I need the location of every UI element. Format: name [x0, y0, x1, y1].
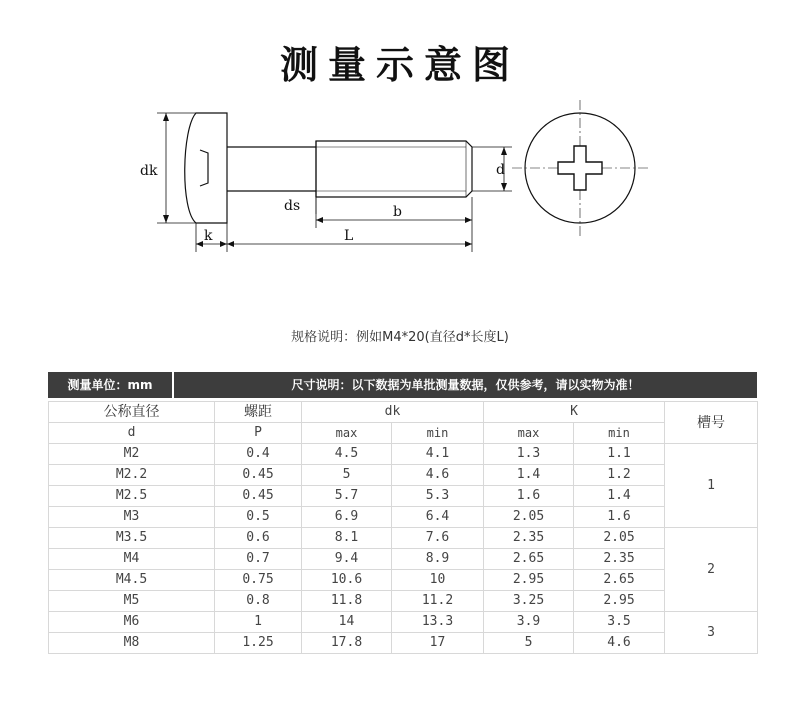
- cell-p: 0.75: [215, 570, 302, 591]
- cell-dk-min: 11.2: [392, 591, 484, 612]
- cell-dk-min: 17: [392, 633, 484, 654]
- cell-dk-min: 10: [392, 570, 484, 591]
- col-diameter: 公称直径: [49, 402, 215, 423]
- cell-d: M8: [49, 633, 215, 654]
- cell-p: 0.8: [215, 591, 302, 612]
- label-L: L: [344, 228, 354, 244]
- cell-dk-max: 6.9: [302, 507, 392, 528]
- cell-k-min: 3.5: [574, 612, 665, 633]
- cell-dk-min: 4.6: [392, 465, 484, 486]
- unit-label: 测量单位：mm: [48, 372, 174, 398]
- col-pitch: 螺距: [215, 402, 302, 423]
- label-k: k: [204, 228, 213, 244]
- col-slot: 槽号: [665, 402, 758, 444]
- cell-d: M3: [49, 507, 215, 528]
- size-note: 尺寸说明：以下数据为单批测量数据，仅供参考，请以实物为准！: [291, 378, 640, 392]
- cell-dk-min: 6.4: [392, 507, 484, 528]
- cell-slot: 2: [665, 528, 758, 612]
- cell-p: 1.25: [215, 633, 302, 654]
- cell-d: M4.5: [49, 570, 215, 591]
- col-k-max: max: [484, 423, 574, 444]
- header-row-1: [49, 402, 758, 423]
- cell-k-max: 2.05: [484, 507, 574, 528]
- cell-d: M5: [49, 591, 215, 612]
- cell-d: M4: [49, 549, 215, 570]
- cell-k-max: 2.35: [484, 528, 574, 549]
- cell-p: 0.6: [215, 528, 302, 549]
- cell-p: 1: [215, 612, 302, 633]
- cell-dk-min: 4.1: [392, 444, 484, 465]
- col-dk-min: min: [392, 423, 484, 444]
- table-row: [49, 591, 758, 612]
- table-row: [49, 549, 758, 570]
- header-row-2: [49, 423, 758, 444]
- cell-dk-max: 10.6: [302, 570, 392, 591]
- cell-dk-max: 4.5: [302, 444, 392, 465]
- cell-dk-min: 5.3: [392, 486, 484, 507]
- label-b: b: [393, 204, 402, 220]
- col-k: K: [484, 402, 665, 423]
- label-ds: ds: [284, 198, 301, 214]
- col-dk: dk: [302, 402, 484, 423]
- table-row: [49, 444, 758, 465]
- label-dk: dk: [140, 163, 158, 179]
- table-row: [49, 507, 758, 528]
- cell-p: 0.4: [215, 444, 302, 465]
- screw-measurement-diagram: [0, 0, 800, 300]
- cell-d: M2.2: [49, 465, 215, 486]
- cell-k-max: 3.25: [484, 591, 574, 612]
- page-title: 测量示意图: [279, 43, 520, 87]
- col-k-min: min: [574, 423, 665, 444]
- cell-dk-min: 8.9: [392, 549, 484, 570]
- cell-k-max: 1.4: [484, 465, 574, 486]
- cell-k-min: 2.95: [574, 591, 665, 612]
- cell-k-max: 1.6: [484, 486, 574, 507]
- table-row: [49, 612, 758, 633]
- cell-dk-max: 5: [302, 465, 392, 486]
- table-header-bar: [48, 372, 757, 398]
- col-dk-max: max: [302, 423, 392, 444]
- cell-slot: 1: [665, 444, 758, 528]
- cell-k-min: 2.35: [574, 549, 665, 570]
- cell-k-min: 2.65: [574, 570, 665, 591]
- cell-k-max: 2.95: [484, 570, 574, 591]
- col-pitch-sym: P: [215, 423, 302, 444]
- cell-p: 0.5: [215, 507, 302, 528]
- cell-k-max: 3.9: [484, 612, 574, 633]
- cell-k-min: 1.1: [574, 444, 665, 465]
- screw-head-top-view: [512, 100, 648, 236]
- cell-k-min: 2.05: [574, 528, 665, 549]
- cell-k-min: 1.2: [574, 465, 665, 486]
- col-diameter-sym: d: [49, 423, 215, 444]
- cell-dk-max: 11.8: [302, 591, 392, 612]
- table-row: [49, 465, 758, 486]
- cell-k-max: 5: [484, 633, 574, 654]
- spec-note: 规格说明：例如M4*20(直径d*长度L): [291, 330, 509, 345]
- cell-dk-max: 9.4: [302, 549, 392, 570]
- table-row: [49, 528, 758, 549]
- cell-d: M6: [49, 612, 215, 633]
- cell-p: 0.7: [215, 549, 302, 570]
- cell-dk-min: 13.3: [392, 612, 484, 633]
- spec-table: [48, 401, 758, 654]
- cell-slot: 3: [665, 612, 758, 654]
- table-row: [49, 486, 758, 507]
- cell-p: 0.45: [215, 486, 302, 507]
- table-row: [49, 570, 758, 591]
- cell-d: M2.5: [49, 486, 215, 507]
- cell-k-min: 4.6: [574, 633, 665, 654]
- cell-d: M3.5: [49, 528, 215, 549]
- cell-k-min: 1.6: [574, 507, 665, 528]
- cell-p: 0.45: [215, 465, 302, 486]
- cell-dk-max: 14: [302, 612, 392, 633]
- cell-dk-min: 7.6: [392, 528, 484, 549]
- cell-dk-max: 8.1: [302, 528, 392, 549]
- table-row: [49, 633, 758, 654]
- cell-k-max: 1.3: [484, 444, 574, 465]
- label-d: d: [496, 162, 505, 178]
- cell-d: M2: [49, 444, 215, 465]
- cell-dk-max: 17.8: [302, 633, 392, 654]
- cell-k-max: 2.65: [484, 549, 574, 570]
- cell-dk-max: 5.7: [302, 486, 392, 507]
- cell-k-min: 1.4: [574, 486, 665, 507]
